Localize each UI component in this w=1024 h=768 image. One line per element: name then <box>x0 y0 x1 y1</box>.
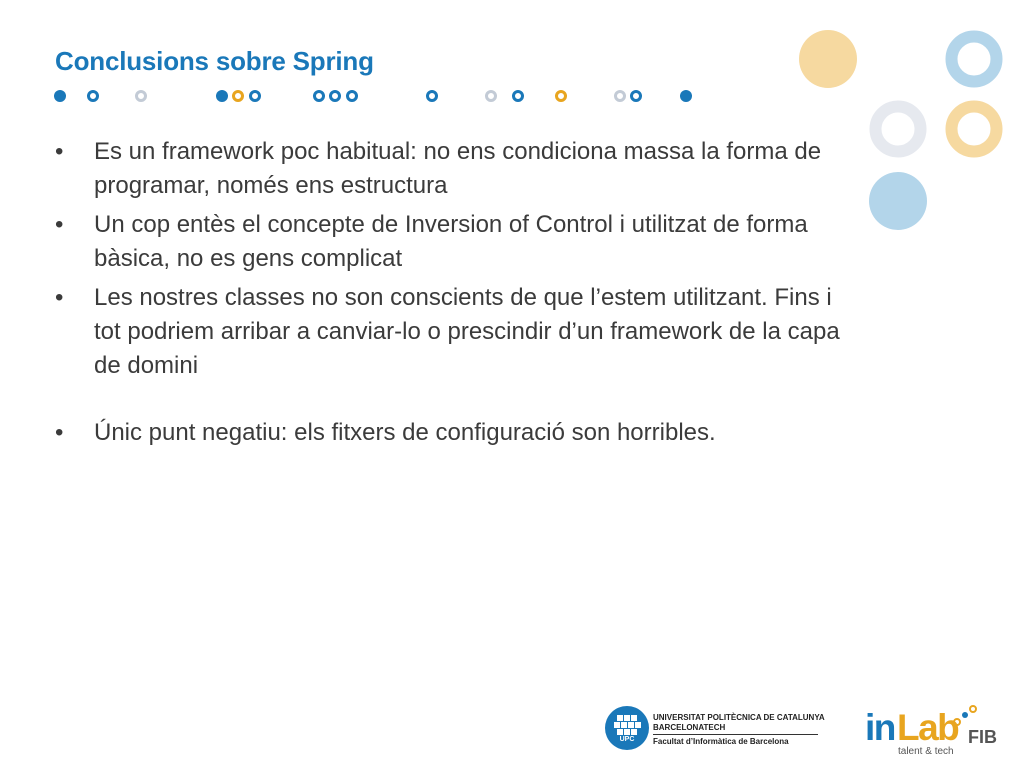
university-subtitle: BARCELONATECH <box>653 723 726 732</box>
bullet-item <box>55 416 855 450</box>
circle-ring-light-grey <box>876 107 921 152</box>
circle-ring-light-blue <box>952 37 997 82</box>
inlab-fib-label: FIB <box>968 727 997 747</box>
upc-seal-icon <box>605 706 649 750</box>
footer-divider <box>653 734 818 735</box>
bullet-item <box>55 208 855 276</box>
bullet-marker: • <box>55 138 64 165</box>
bullet-marker: • <box>55 419 64 446</box>
bullet-text: Un cop entès el concepte de Inversion of Control i utilitzat de forma bàsica, no es gens complicat <box>94 211 808 272</box>
bullet-text: Es un framework poc habitual: no ens condiciona massa la forma de programar, només ens estructura <box>94 138 822 199</box>
bullet-list <box>55 135 855 455</box>
circle-filled-light-blue <box>869 172 927 230</box>
slide-title: Conclusions sobre Spring <box>55 46 374 76</box>
inlab-logo-lab: Lab <box>897 707 959 748</box>
faculty-name: Facultat d’Informàtica de Barcelona <box>653 737 789 746</box>
university-name: UNIVERSITAT POLITÈCNICA DE CATALUNYA <box>653 713 825 722</box>
upc-footer-logo <box>605 706 835 752</box>
inlab-tagline: talent & tech <box>898 746 954 757</box>
bullet-marker: • <box>55 211 64 238</box>
inlab-logo <box>865 705 1010 760</box>
bullet-text: Únic punt negatiu: els fitxers de configuració son horribles. <box>94 419 716 446</box>
upc-logo-text: UPC <box>619 736 635 743</box>
inlab-dots-icon <box>951 705 981 727</box>
bullet-item <box>55 135 855 203</box>
bullet-marker: • <box>55 284 64 311</box>
circle-ring-light-orange <box>952 107 997 152</box>
bullet-text: Les nostres classes no son conscients de que l’estem utilitzant. Fins i tot podriem arribar a canviar-lo o prescindir d’un framework de la capa de domini <box>94 284 840 379</box>
inlab-logo-in: in <box>865 707 895 748</box>
bullet-item <box>55 281 855 383</box>
circle-filled-light-orange <box>799 30 857 88</box>
